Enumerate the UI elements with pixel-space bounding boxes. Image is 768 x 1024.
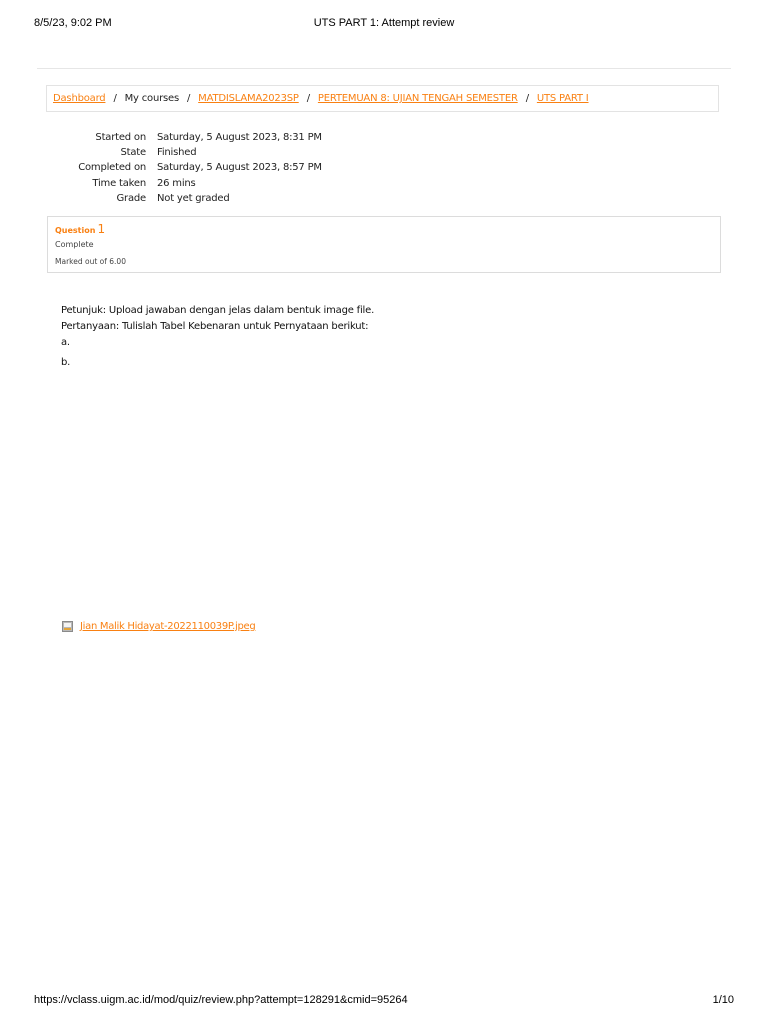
print-page-number: 1/10 [712,994,734,1006]
print-page-title: UTS PART 1: Attempt review [313,17,455,29]
question-marks: Marked out of 6.00 [55,257,126,266]
summary-row-time-taken [46,176,322,191]
breadcrumb-separator: / [187,93,191,104]
question-number-value: 1 [97,222,106,236]
breadcrumb-separator: / [525,93,529,104]
question-instruction: Petunjuk: Upload jawaban dengan jelas dalam bentuk image file. [61,305,375,316]
attachment-link[interactable]: Jian Malik Hidayat-2022110039P.jpeg [80,621,256,632]
summary-row-started [46,130,322,145]
breadcrumb-separator: / [113,93,117,104]
image-file-icon [62,621,73,632]
question-text [61,303,374,371]
answer-attachment [62,621,255,632]
print-header [0,17,768,31]
summary-label: Grade [116,192,146,204]
summary-value: Finished [157,147,197,159]
summary-label: Time taken [92,177,146,189]
summary-row-grade [46,191,322,206]
question-number [55,222,105,236]
breadcrumb [46,85,719,112]
breadcrumb-section[interactable]: PERTEMUAN 8: UJIAN TENGAH SEMESTER [317,93,518,104]
summary-row-completed [46,160,322,175]
summary-label: Completed on [78,162,146,174]
print-datetime: 8/5/23, 9:02 PM [34,17,112,29]
summary-label: Started on [95,132,146,143]
breadcrumb-dashboard[interactable]: Dashboard [53,93,106,104]
summary-value: 26 mins [157,177,196,189]
breadcrumb-my-courses: My courses [124,93,179,104]
question-item-b: b. [61,357,71,368]
header-divider [37,68,731,69]
breadcrumb-separator: / [306,93,310,104]
question-item-a: a. [61,337,70,348]
question-info-box [47,216,721,273]
attempt-summary-table [46,130,322,206]
summary-value: Saturday, 5 August 2023, 8:57 PM [157,162,322,174]
summary-value: Saturday, 5 August 2023, 8:31 PM [157,132,322,143]
question-label: Question [55,226,96,235]
question-prompt: Pertanyaan: Tulislah Tabel Kebenaran untuk Pernyataan berikut: [61,321,369,332]
breadcrumb-quiz[interactable]: UTS PART I [536,93,589,104]
summary-label: State [120,147,146,159]
question-state: Complete [55,240,94,249]
breadcrumb-course[interactable]: MATDISLAMA2023SP [198,93,299,104]
summary-row-state [46,145,322,160]
summary-value: Not yet graded [157,192,230,204]
print-url: https://vclass.uigm.ac.id/mod/quiz/review.php?attempt=128291&cmid=95264 [34,994,408,1006]
